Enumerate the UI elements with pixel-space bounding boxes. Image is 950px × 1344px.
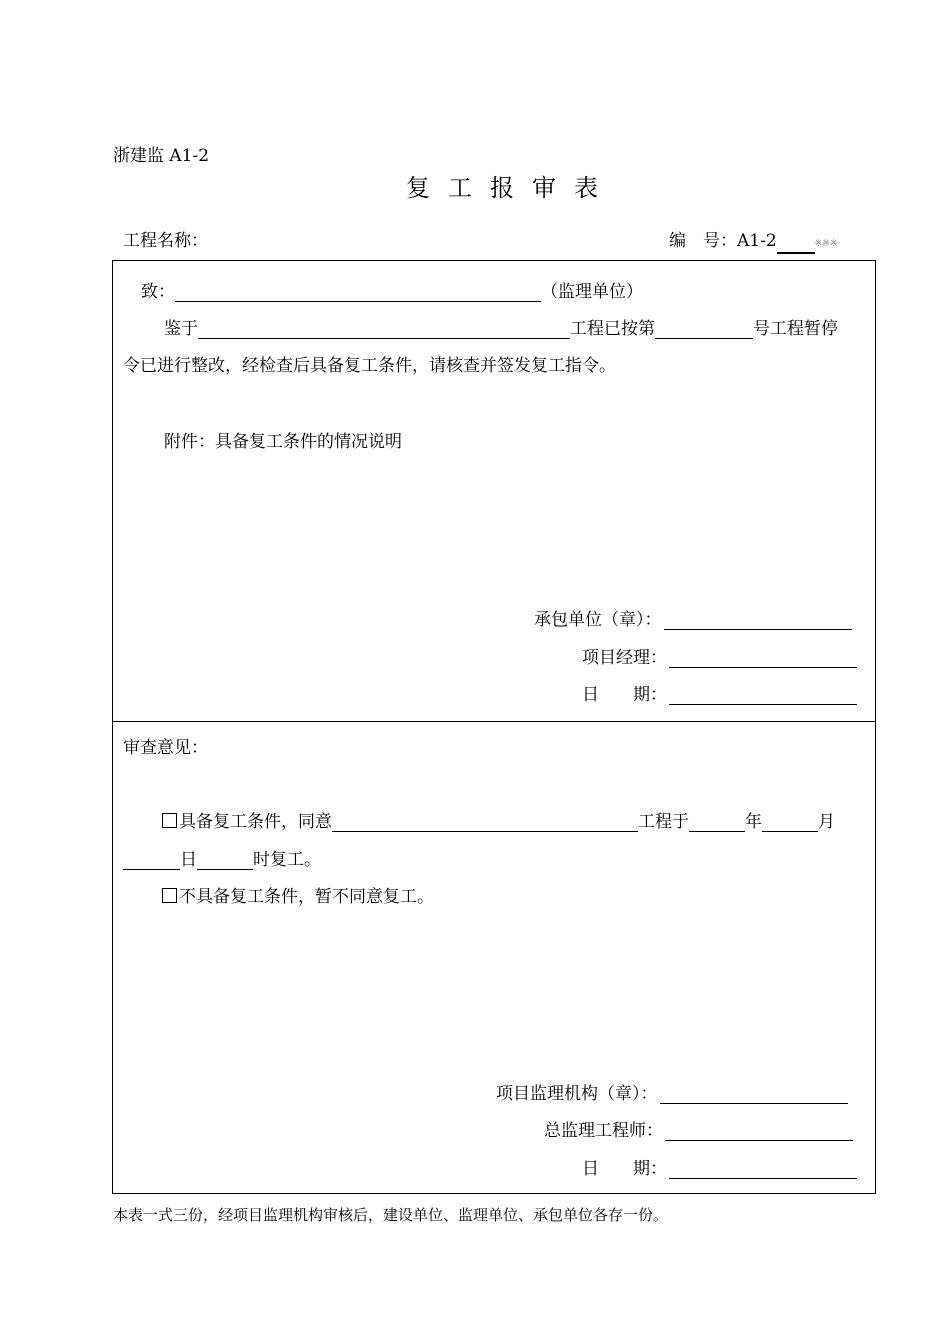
manager-label: 项目经理： [582, 648, 667, 668]
month-label: 月 [818, 812, 835, 832]
day-blank[interactable] [123, 851, 180, 870]
supervisor-org-label: 项目监理机构（章）： [496, 1084, 658, 1104]
contractor-label: 承包单位（章）： [534, 610, 662, 630]
date-label-2: 日 期： [582, 1159, 667, 1179]
approve-checkbox[interactable] [162, 813, 177, 828]
date-row-1 [582, 685, 857, 705]
date-row-2 [582, 1159, 857, 1179]
manager-row [582, 648, 857, 668]
hour-blank[interactable] [197, 851, 253, 870]
date-line-1[interactable] [669, 686, 857, 705]
reject-checkbox[interactable] [162, 888, 177, 903]
chief-engineer-row [544, 1121, 853, 1141]
approve-project-blank[interactable] [332, 813, 638, 832]
approve-option-row [162, 812, 835, 832]
statement-line-2: 令已进行整改，经检查后具备复工条件，请核查并签发复工指令。 [123, 356, 616, 376]
supervisor-org-signature-line[interactable] [660, 1085, 848, 1104]
serial-suffix: ※※※ [814, 239, 838, 249]
year-blank[interactable] [689, 813, 745, 832]
to-suffix: （监理单位） [541, 282, 643, 302]
year-label: 年 [745, 812, 762, 832]
manager-signature-line[interactable] [669, 649, 857, 668]
approve-prefix: 具备复工条件，同意 [179, 812, 332, 832]
approve-option-row-2 [123, 850, 321, 870]
date-label-1: 日 期： [582, 685, 667, 705]
chief-engineer-label: 总监理工程师： [544, 1121, 663, 1141]
to-row [141, 282, 643, 302]
hour-suffix: 时复工。 [253, 850, 321, 870]
reject-option-row [162, 887, 434, 907]
page-title: 复工报审表 [406, 174, 616, 202]
statement-mid: 工程已按第 [570, 319, 655, 339]
form-code: 浙建监 A1-2 [113, 146, 210, 166]
project-blank[interactable] [198, 320, 570, 339]
statement-prefix: 鉴于 [164, 319, 198, 339]
serial-label: 编 号： [669, 231, 737, 251]
supervision-unit-blank[interactable] [175, 283, 541, 302]
chief-engineer-signature-line[interactable] [665, 1122, 853, 1141]
serial-value: A1-2 [737, 231, 777, 251]
contractor-signature-line[interactable] [664, 611, 852, 630]
statement-suffix: 号工程暂停 [753, 319, 838, 339]
day-label: 日 [180, 850, 197, 870]
footnote: 本表一式三份，经项目监理机构审核后，建设单位、监理单位、承包单位各存一份。 [113, 1206, 669, 1224]
serial-blank[interactable] [777, 236, 815, 254]
approve-mid: 工程于 [638, 812, 689, 832]
suspension-order-no-blank[interactable] [655, 320, 753, 339]
statement-line-1 [164, 319, 838, 339]
review-label: 审查意见： [123, 738, 208, 758]
contractor-row [534, 610, 852, 630]
serial-number [669, 231, 837, 254]
supervisor-org-row [496, 1084, 848, 1104]
month-blank[interactable] [762, 813, 818, 832]
attachment-note: 附件：具备复工条件的情况说明 [164, 432, 402, 452]
to-label: 致： [141, 282, 175, 302]
section-divider [112, 721, 876, 722]
reject-label: 不具备复工条件，暂不同意复工。 [179, 887, 434, 907]
form-table [112, 260, 876, 1194]
project-name-label: 工程名称： [123, 231, 208, 251]
date-line-2[interactable] [669, 1160, 857, 1179]
